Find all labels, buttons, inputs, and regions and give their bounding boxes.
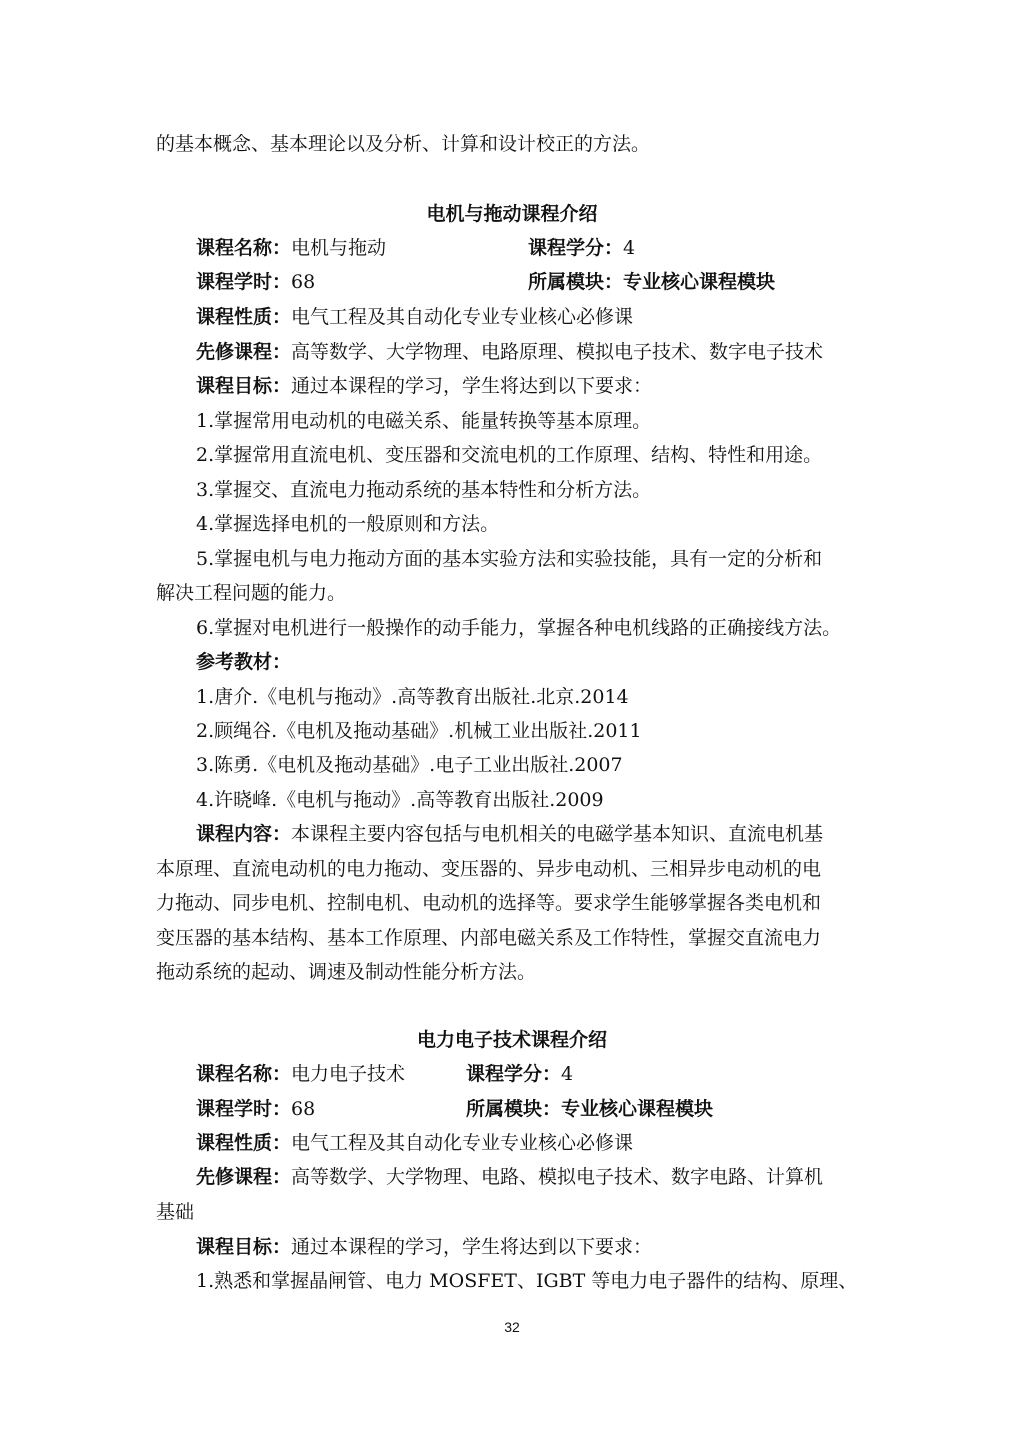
course1-content-line: 变压器的基本结构、基本工作原理、内部电磁关系及工作特性，掌握交直流电力: [156, 927, 822, 949]
course1-content-label: 课程内容：: [196, 823, 292, 845]
course2-credit: 4: [561, 1063, 574, 1085]
course2-goal-row: [196, 1234, 876, 1260]
course2-name-row: [196, 1061, 876, 1087]
course1-title: 电机与拖动课程介绍: [426, 203, 598, 225]
course1-ref-label: [196, 649, 876, 675]
course1-content-row: [196, 821, 876, 847]
course1-ref-item: 1.唐介.《电机与拖动》.高等教育出版社.北京.2014: [196, 686, 629, 708]
course1-credit-label: 课程学分：: [528, 237, 624, 259]
course1-name-label: 课程名称：: [196, 237, 292, 259]
course1-ref-item: 2.顾绳谷.《电机及拖动基础》.机械工业出版社.2011: [196, 720, 642, 742]
course1-goal-item: 3.掌握交、直流电力拖动系统的基本特性和分析方法。: [196, 479, 652, 501]
course1-hours: 68: [291, 271, 316, 293]
course2-hours-label: 课程学时：: [196, 1098, 292, 1120]
course1-goal-item: 1.掌握常用电动机的电磁关系、能量转换等基本原理。: [196, 410, 652, 432]
course1-name: 电机与拖动: [291, 237, 387, 259]
course2-prereq: 高等数学、大学物理、电路、模拟电子技术、数字电路、计算机: [291, 1166, 824, 1188]
course1-goal-item: 2.掌握常用直流电机、变压器和交流电机的工作原理、结构、特性和用途。: [196, 444, 823, 466]
course1-name-row: [196, 235, 876, 261]
course2-name-label: 课程名称：: [196, 1063, 292, 1085]
course2-nature-label: 课程性质：: [196, 1132, 292, 1154]
course1-goal-label: 课程目标：: [196, 375, 292, 397]
course2-goal-label: 课程目标：: [196, 1236, 292, 1258]
course2-nature: 电气工程及其自动化专业专业核心必修课: [291, 1132, 634, 1154]
course1-credit: 4: [623, 237, 636, 259]
course1-module: 专业核心课程模块: [623, 271, 776, 293]
course1-content-line: 本原理、直流电动机的电力拖动、变压器的、异步电动机、三相异步电动机的电: [156, 858, 822, 880]
course1-hours-row: [196, 269, 876, 295]
course2-hours-row: [196, 1096, 876, 1122]
course1-nature-row: [196, 304, 876, 330]
course1-module-cell: [528, 269, 775, 295]
course1-content-line: 本课程主要内容包括与电机相关的电磁学基本知识、直流电机基: [291, 823, 824, 845]
course1-hours-label: 课程学时：: [196, 271, 292, 293]
course2-prereq-row: [196, 1164, 876, 1190]
course2-module-cell: [466, 1096, 713, 1122]
course1-content-line: 拖动系统的起动、调速及制动性能分析方法。: [156, 961, 537, 983]
course1-ref-item: 3.陈勇.《电机及拖动基础》.电子工业出版社.2007: [196, 754, 623, 776]
course1-goal: 通过本课程的学习，学生将达到以下要求：: [291, 375, 653, 397]
course1-nature: 电气工程及其自动化专业专业核心必修课: [291, 306, 634, 328]
course2-title: 电力电子技术课程介绍: [416, 1029, 607, 1051]
course1-goal-row: [196, 373, 876, 399]
course1-ref-item: 4.许晓峰.《电机与拖动》.高等教育出版社.2009: [196, 789, 604, 811]
course1-module-label: 所属模块：: [528, 271, 624, 293]
course1-goal-item: 4.掌握选择电机的一般原则和方法。: [196, 513, 500, 535]
course2-module: 专业核心课程模块: [561, 1098, 714, 1120]
course2-credit-cell: [466, 1061, 573, 1087]
course2-name: 电力电子技术: [291, 1063, 406, 1085]
course1-goal-item: 5.掌握电机与电力拖动方面的基本实验方法和实验技能，具有一定的分析和: [196, 548, 823, 570]
course1-goal-item: 6.掌握对电机进行一般操作的动手能力，掌握各种电机线路的正确接线方法。: [196, 617, 842, 639]
course2-hours: 68: [291, 1098, 316, 1120]
intro-tail-text: 的基本概念、基本理论以及分析、计算和设计校正的方法。: [156, 133, 651, 155]
course2-nature-row: [196, 1130, 876, 1156]
course1-nature-label: 课程性质：: [196, 306, 292, 328]
course1-goal-item-cont: 解决工程问题的能力。: [156, 582, 347, 604]
course2-prereq-label: 先修课程：: [196, 1166, 292, 1188]
course1-prereq-row: [196, 339, 876, 365]
course2-credit-label: 课程学分：: [466, 1063, 562, 1085]
course1-content-line: 力拖动、同步电机、控制电机、电动机的选择等。要求学生能够掌握各类电机和: [156, 892, 822, 914]
course2-goal-item: 1.熟悉和掌握晶闸管、电力 MOSFET、IGBT 等电力电子器件的结构、原理、: [196, 1270, 858, 1292]
course1-ref-label-text: 参考教材：: [196, 651, 292, 673]
course2-goal: 通过本课程的学习，学生将达到以下要求：: [291, 1236, 653, 1258]
course2-module-label: 所属模块：: [466, 1098, 562, 1120]
course1-prereq: 高等数学、大学物理、电路原理、模拟电子技术、数字电子技术: [291, 341, 824, 363]
page-number: 32: [504, 1319, 520, 1335]
course1-credit-cell: [528, 235, 635, 261]
course1-prereq-label: 先修课程：: [196, 341, 292, 363]
course2-prereq-cont: 基础: [156, 1201, 195, 1223]
